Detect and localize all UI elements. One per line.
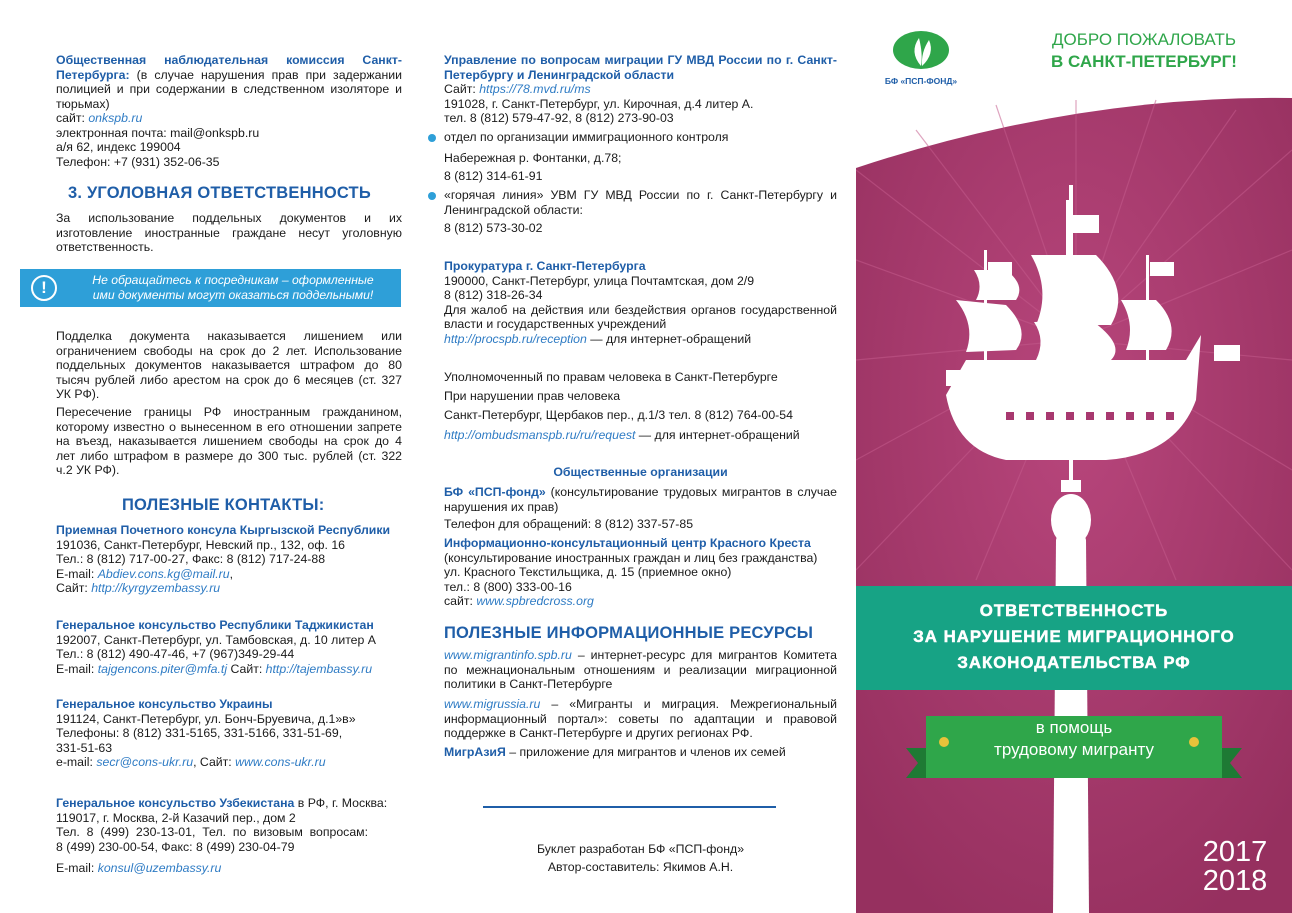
prosecutor-link-tail: — для интернет-обращений	[586, 331, 752, 346]
commission-desc: (в случае нарушения прав при задержании полицией и при содержании в следственном изоляторе и тюрьмах)	[56, 67, 402, 111]
resource-3	[444, 745, 786, 760]
redcross-desc: (консультирование иностранных граждан и лиц без гражданства)	[444, 550, 818, 565]
redcross-block	[444, 536, 837, 609]
commission-box: а/я 62, индекс 199004	[56, 140, 181, 154]
kg-site-line	[56, 581, 402, 596]
uz-name-tail: в РФ, г. Москва:	[294, 796, 388, 810]
ribbon-line-1: в помощь	[1035, 718, 1113, 737]
ua-site-link[interactable]: www.cons-ukr.ru	[235, 755, 326, 770]
welcome-line-1: ДОБРО ПОЖАЛОВАТЬ	[1052, 30, 1236, 49]
tj-addr: 192007, Санкт-Петербург, ул. Тамбовская, д. 10 литер А	[56, 632, 376, 647]
welcome-line-2: В САНКТ-ПЕТЕРБУРГ!	[1051, 52, 1237, 71]
cover-title-line-2: ЗА НАРУШЕНИЕ МИГРАЦИОННОГО	[913, 627, 1235, 646]
prosecutor-link-line	[444, 332, 837, 347]
redcross-site-link[interactable]: www.spbredcross.org	[476, 594, 594, 609]
uz-tel1: Тел. 8 (499) 230-13-01, Тел. по визовым вопросам:	[56, 825, 369, 840]
ribbon-line-2: трудовому мигранту	[994, 740, 1154, 759]
ua-name: Генеральное консульство Украины	[56, 697, 273, 711]
resource-2-link[interactable]: www.migrussia.ru	[444, 697, 541, 711]
prosecutor-name: Прокуратура г. Санкт-Петербурга	[444, 259, 646, 273]
ribbon-text	[926, 717, 1222, 761]
prosecutor-link[interactable]: http://procspb.ru/reception	[444, 331, 587, 346]
ombudsman-link[interactable]: http://ombudsmanspb.ru/ru/request	[444, 428, 636, 442]
tj-email-line	[56, 662, 402, 677]
logo-text: БФ «ПСП-ФОНД»	[884, 76, 958, 86]
commission-name: Общественная наблюдательная комиссия Санкт-Петербурга:	[56, 53, 402, 82]
tj-site-label: Сайт:	[227, 661, 266, 676]
bullet-icon	[428, 134, 436, 142]
prosecutor-addr: 190000, Санкт-Петербург, улица Почтамтская, дом 2/9	[444, 273, 755, 288]
ua-email-label: e-mail:	[56, 755, 97, 770]
redcross-tel: тел.: 8 (800) 333-00-16	[444, 579, 572, 594]
ua-tel2: 331-51-63	[56, 740, 113, 755]
redcross-addr: ул. Красного Текстильщика, д. 15 (приемное окно)	[444, 565, 732, 580]
redcross-name: Информационно-консультационный центр Красного Креста	[444, 536, 811, 550]
divider-line	[483, 806, 776, 808]
ombudsman-link-line	[444, 428, 800, 443]
ua-site-label: , Сайт:	[193, 755, 236, 770]
warning-text	[72, 273, 394, 303]
dept-addr: Набережная р. Фонтанки, д.78;	[444, 151, 622, 165]
redcross-site-line	[444, 594, 837, 609]
year-end: 2018	[1202, 865, 1268, 897]
hull-ports	[1006, 412, 1174, 420]
credits-line-2: Автор-составитель: Якимов А.Н.	[547, 860, 734, 874]
contacts-heading: ПОЛЕЗНЫЕ КОНТАКТЫ:	[122, 496, 325, 514]
criminal-text: За использование поддельных документов и их изготовление иностранные граждане несут уголовную ответственность.	[56, 211, 402, 255]
tj-email-label: E-mail:	[56, 661, 98, 676]
uz-email-link[interactable]: konsul@uzembassy.ru	[97, 861, 222, 876]
tj-name: Генеральное консульство Республики Таджикистан	[56, 618, 374, 632]
commission-site-label: сайт:	[56, 111, 89, 125]
migration-name: Управление по вопросам миграции ГУ МВД России по г. Санкт-Петербургу и Ленинградской области	[444, 53, 837, 82]
kg-email-line	[56, 567, 402, 582]
resource-2-text: – «Мигранты и миграция. Межрегиональный информационный портал»: советы по адаптации и правовой поддержке в Санкт-Петербурге и других регионах РФ.	[444, 697, 837, 741]
resource-1-text: – интернет-ресурс для мигрантов Комитета по межнациональным отношениям и реализации миграционной политики в Санкт-Петербурге	[444, 648, 837, 692]
warning-line-2: ими документы могут оказаться поддельными!	[92, 288, 374, 302]
kg-site-label: Сайт:	[56, 581, 92, 596]
kg-email-label: E-mail:	[56, 566, 98, 581]
migration-tel: тел. 8 (812) 579-47-92, 8 (812) 273-90-03	[444, 111, 674, 125]
kg-name: Приемная Почетного консула Кыргызской Республики	[56, 523, 391, 537]
psp-desc: (консультирование трудовых мигрантов в случае нарушения их прав)	[444, 485, 837, 514]
redcross-site-label: сайт:	[444, 594, 477, 609]
cover-title	[856, 598, 1292, 676]
commission-site-link[interactable]: onkspb.ru	[88, 111, 143, 125]
leaf-logo-icon	[891, 30, 951, 72]
kg-email-tail: ,	[229, 566, 233, 581]
ua-addr: 191124, Санкт-Петербург, ул. Бонч-Бруевича, д.1»в»	[56, 711, 356, 726]
ombudsman-name: Уполномоченный по правам человека в Санкт-Петербурге	[444, 370, 778, 384]
tj-site-link[interactable]: http://tajembassy.ru	[265, 661, 373, 676]
uz-addr: 119017, г. Москва, 2-й Казачий пер., дом 2	[56, 810, 296, 825]
warning-banner	[20, 269, 401, 307]
migration-site-link[interactable]: https://78.mvd.ru/ms	[479, 82, 591, 96]
migration-site-line	[444, 82, 591, 97]
orgs-heading: Общественные организации	[553, 465, 728, 479]
resource-3-name: МигрАзиЯ	[444, 745, 506, 759]
contact-tj	[56, 618, 402, 676]
warning-line-1: Не обращайтесь к посредникам – оформленные	[92, 273, 374, 287]
resource-1-link[interactable]: www.migrantinfo.spb.ru	[444, 648, 572, 662]
hotline-name: «горячая линия» УВМ ГУ МВД России по г. Санкт-Петербургу и Ленинградской области:	[444, 188, 837, 217]
resource-3-text: – приложение для мигрантов и членов их семей	[505, 745, 786, 759]
tj-email-link[interactable]: tajgencons.piter@mfa.tj	[97, 661, 228, 676]
para-border: Пересечение границы РФ иностранным гражданином, которому известно о вынесенном в его отношении запрете на въезд, наказывается лишением свободы на срок до 4 лет либо штрафом в размере до 300 тыс. рублей (ст. 322 ч.2 УК РФ).	[56, 405, 402, 478]
kg-email-link[interactable]: Abdiev.cons.kg@mail.ru	[97, 566, 230, 581]
resource-2	[444, 697, 837, 741]
cover-title-line-1: ОТВЕТСТВЕННОСТЬ	[979, 601, 1169, 620]
cover-title-line-3: ЗАКОНОДАТЕЛЬСТВА РФ	[957, 653, 1191, 672]
credits	[444, 840, 837, 876]
commission-site-line	[56, 111, 142, 126]
resource-1	[444, 648, 837, 692]
commission-phone: Телефон: +7 (931) 352-06-35	[56, 155, 220, 169]
ua-email-link[interactable]: secr@cons-ukr.ru	[96, 755, 194, 770]
prosecutor-block	[444, 259, 837, 347]
psp-block	[444, 485, 837, 514]
uz-email-label: E-mail:	[56, 861, 98, 876]
dept-tel: 8 (812) 314-61-91	[444, 169, 543, 183]
ombudsman-desc: При нарушении прав человека	[444, 389, 621, 403]
title-band	[856, 586, 1292, 690]
prosecutor-desc: Для жалоб на действия или бездействия органов государственной власти и государственных учреждений	[444, 302, 837, 332]
psp-tel: Телефон для обращений: 8 (812) 337-57-85	[444, 517, 694, 531]
psp-name: БФ «ПСП-фонд»	[444, 485, 546, 499]
hotline-tel: 8 (812) 573-30-02	[444, 221, 543, 235]
contact-uz	[56, 796, 402, 876]
contact-kg	[56, 523, 402, 596]
uz-name: Генеральное консульство Узбекистана	[56, 796, 295, 810]
ombudsman-addr: Санкт-Петербург, Щербаков пер., д.1/3 тел. 8 (812) 764-00-54	[444, 408, 793, 422]
alert-icon: !	[31, 275, 57, 301]
prosecutor-tel: 8 (812) 318-26-34	[444, 288, 543, 303]
kg-site-link[interactable]: http://kyrgyzembassy.ru	[91, 581, 221, 596]
contact-ua	[56, 697, 402, 770]
ombudsman-link-tail: — для интернет-обращений	[635, 428, 800, 442]
tj-tel: Тел.: 8 (812) 490-47-46, +7 (967)349-29-44	[56, 647, 295, 662]
ua-email-line	[56, 755, 402, 770]
year-start: 2017	[1202, 836, 1268, 868]
dept-name: отдел по организации иммиграционного контроля	[444, 130, 729, 144]
para-forgery: Подделка документа наказывается лишением или ограничением свободы на срок до 2 лет. Использование поддельных документов наказывается штрафом до 80 тысяч рублей либо арестом на срок до 6 месяцев (ст. 327 УК РФ).	[56, 329, 402, 402]
commission-email: электронная почта: mail@onkspb.ru	[56, 126, 260, 140]
migration-addr: 191028, г. Санкт-Петербург, ул. Кирочная, д.4 литер А.	[444, 97, 754, 111]
resources-heading: ПОЛЕЗНЫЕ ИНФОРМАЦИОННЫЕ РЕСУРСЫ	[444, 624, 814, 642]
kg-tel: Тел.: 8 (812) 717-00-27, Факс: 8 (812) 717-24-88	[56, 552, 326, 567]
bullet-icon	[428, 192, 436, 200]
ua-tel1: Телефоны: 8 (812) 331-5165, 331-5166, 331-51-69,	[56, 726, 343, 741]
migration-site-label: Сайт:	[444, 82, 480, 96]
kg-addr: 191036, Санкт-Петербург, Невский пр., 132, оф. 16	[56, 537, 346, 552]
uz-tel2: 8 (499) 230-00-54, Факс: 8 (499) 230-04-79	[56, 839, 295, 854]
cover-header	[856, 0, 1292, 155]
uz-email-line	[56, 861, 402, 876]
uz-name-line	[56, 796, 402, 811]
credits-line-1: Буклет разработан БФ «ПСП-фонд»	[536, 842, 745, 856]
commission-block	[56, 53, 402, 111]
criminal-heading: 3. УГОЛОВНАЯ ОТВЕТСТВЕННОСТЬ	[68, 184, 371, 202]
